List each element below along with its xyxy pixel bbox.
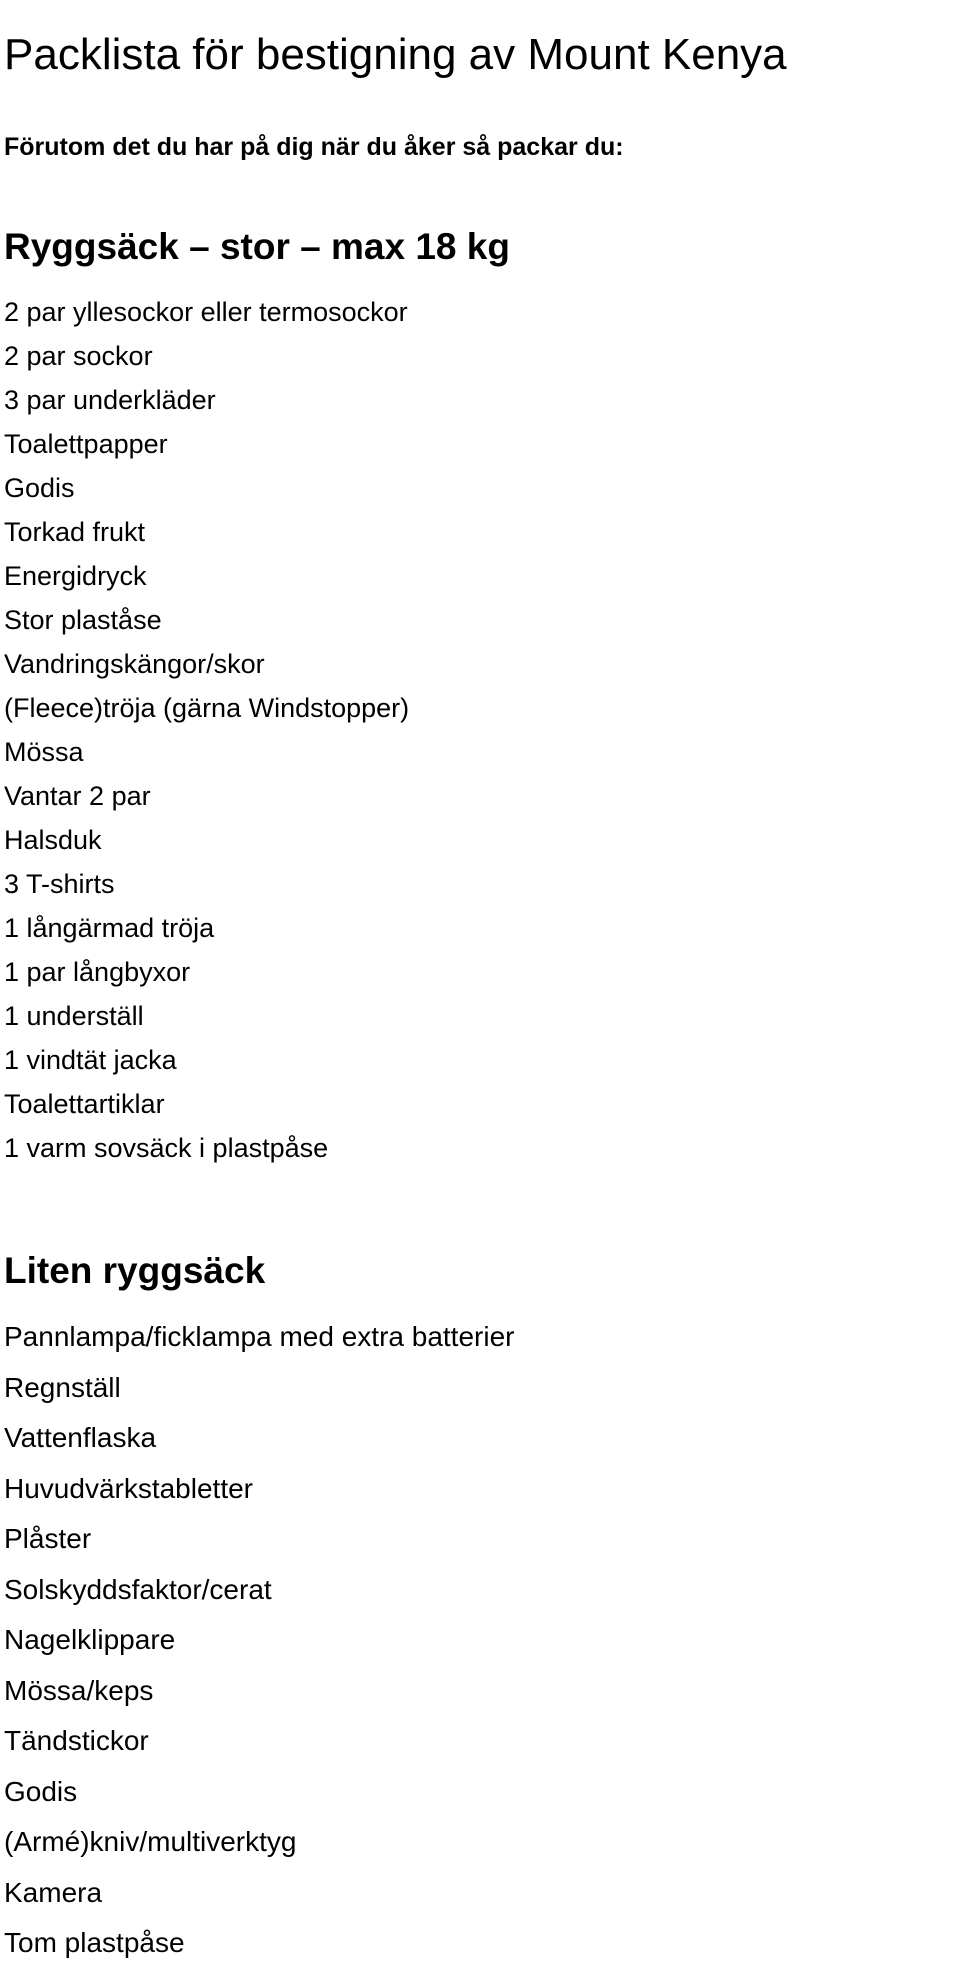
list-item: 2 par yllesockor eller termosockor: [4, 297, 408, 327]
list-item: Nagelklippare: [4, 1624, 176, 1655]
list-item: 3 T-shirts: [4, 869, 115, 899]
small-backpack-list: [4, 1312, 514, 1969]
list-item: Huvudvärkstabletter: [4, 1472, 254, 1504]
list-item: Solskyddsfaktor/cerat: [4, 1573, 272, 1605]
section-heading-small-backpack: Liten ryggsäck: [4, 1249, 266, 1291]
list-item: Toalettpapper: [4, 429, 168, 459]
list-item: 1 vindtät jacka: [4, 1045, 177, 1075]
list-item: Godis: [4, 473, 75, 503]
list-item: Vattenflaska: [4, 1422, 157, 1453]
list-item: Kamera: [4, 1876, 103, 1908]
intro-text: Förutom det du har på dig när du åker så packar du:: [4, 133, 624, 161]
document-title: Packlista för bestigning av Mount Kenya: [4, 30, 787, 80]
list-item: 1 underställ: [4, 1001, 144, 1031]
list-item: Mössa: [4, 737, 84, 767]
list-item: (Armé)kniv/multiverktyg: [4, 1826, 297, 1857]
list-item: Energidryck: [4, 561, 147, 591]
list-item: 3 par underkläder: [4, 385, 216, 415]
list-item: Toalettartiklar: [4, 1089, 165, 1119]
list-item: Tom plastpåse: [4, 1927, 185, 1958]
list-item: Halsduk: [4, 825, 102, 855]
list-item: Mössa/keps: [4, 1674, 154, 1706]
list-item: 2 par sockor: [4, 341, 153, 371]
list-item: Pannlampa/ficklampa med extra batterier: [4, 1321, 515, 1352]
list-item: 1 varm sovsäck i plastpåse: [4, 1133, 329, 1163]
list-item: Vandringskängor/skor: [4, 649, 265, 679]
list-item: Vantar 2 par: [4, 781, 151, 811]
large-backpack-list: [4, 290, 409, 1170]
list-item: Tändstickor: [4, 1725, 149, 1756]
list-item: 1 par långbyxor: [4, 957, 191, 987]
list-item: (Fleece)tröja (gärna Windstopper): [4, 693, 410, 723]
list-item: Plåster: [4, 1523, 92, 1554]
list-item: Stor plaståse: [4, 605, 162, 635]
list-item: Torkad frukt: [4, 517, 146, 547]
section-heading-large-backpack: Ryggsäck – stor – max 18 kg: [4, 225, 510, 267]
list-item: Regnställ: [4, 1371, 121, 1403]
list-item: 1 långärmad tröja: [4, 913, 215, 943]
list-item: Godis: [4, 1775, 78, 1807]
